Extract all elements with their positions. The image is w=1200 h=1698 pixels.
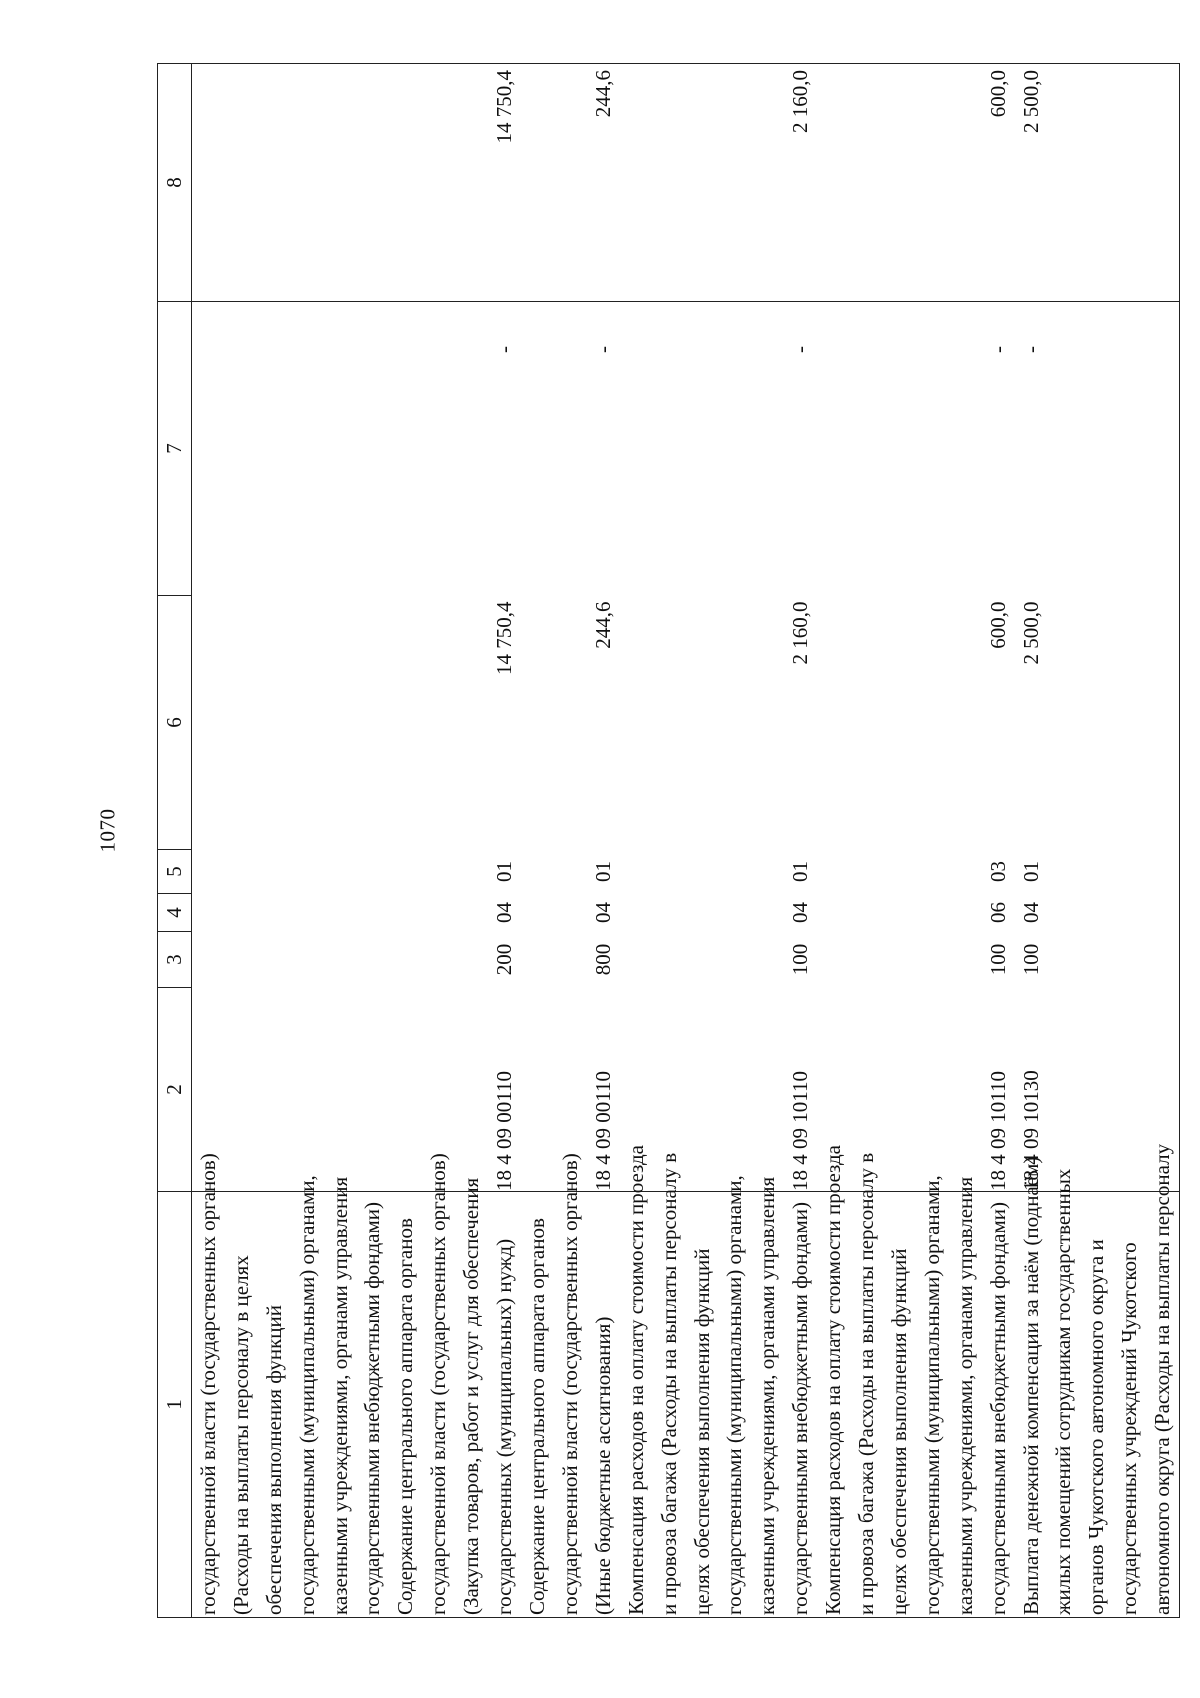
row-col8: 600,0 — [817, 64, 1014, 302]
table-row — [1015, 64, 1180, 1618]
description-line: государственной власти (государственных органов) — [195, 1153, 220, 1615]
description-line: государственными (муниципальными) органами, — [294, 1175, 319, 1615]
row-vr — [191, 932, 389, 988]
header-col-1: 1 — [158, 1192, 192, 1618]
description-line: Содержание центрального аппарата органов — [393, 1218, 418, 1615]
row-col7: - — [1015, 302, 1180, 596]
row-description — [389, 1153, 521, 1618]
description-line: (Закупка товаров, работ и услуг для обеспечения — [459, 1177, 484, 1615]
row-vr: 100 — [985, 943, 1010, 976]
row-rz: 04 — [788, 902, 813, 923]
header-col-4: 4 — [158, 894, 192, 932]
row-col8: 2 500,0 — [1015, 64, 1180, 302]
description-line: государственной власти (государственных органов) — [557, 1153, 582, 1615]
budget-table — [157, 63, 1180, 1618]
table-row — [620, 64, 817, 1618]
description-line: (Расходы на выплаты персоналу в целях — [228, 1255, 253, 1615]
row-pr: 01 — [1015, 850, 1180, 894]
row-description — [191, 1153, 389, 1618]
description-line: и провоза багажа (Расходы на выплаты персоналу в — [656, 1152, 681, 1615]
row-col8: 14 750,4 — [389, 64, 521, 302]
rotated-table-container — [157, 64, 1182, 1618]
header-col-7: 7 — [158, 302, 192, 596]
description-line: казенными учреждениями, органами управления — [952, 1176, 977, 1615]
description-line: Компенсация расходов на оплату стоимости проезда — [821, 1145, 846, 1615]
row-rz: 04 — [492, 902, 517, 923]
description-line: казенными учреждениями, органами управления — [755, 1176, 780, 1615]
description-line: Компенсация расходов на оплату стоимости проезда — [623, 1145, 648, 1615]
description-line: Содержание центрального аппарата органов — [524, 1218, 549, 1615]
description-line: государственными внебюджетными фондами) — [360, 1201, 385, 1615]
row-col7 — [191, 302, 389, 596]
description-line: казенными учреждениями, органами управления — [327, 1176, 352, 1615]
row-description — [817, 1145, 1014, 1618]
row-code: 18 4 09 00110 — [590, 1071, 615, 1191]
header-col-3: 3 — [158, 932, 192, 988]
row-code: 18 4 09 00110 — [492, 1071, 517, 1191]
table-row — [191, 64, 389, 1618]
description-line: государственными внебюджетными фондами) — [788, 1201, 813, 1615]
row-pr — [191, 850, 389, 894]
row-code: 18 4 09 10130 — [1015, 988, 1180, 1192]
row-rz — [191, 894, 389, 932]
row-col8 — [191, 64, 389, 302]
description-line: органов Чукотского автономного округа и — [1084, 1239, 1109, 1615]
row-description — [620, 1145, 817, 1618]
description-line: государственной власти (государственных органов) — [426, 1153, 451, 1615]
page-number: 1070 — [95, 808, 120, 853]
row-col6 — [191, 596, 389, 850]
table-header — [158, 64, 192, 1618]
row-col8: 244,6 — [521, 64, 620, 302]
row-col6: 600,0 — [985, 601, 1010, 649]
description-line: автономного округа (Расходы на выплаты персоналу — [1150, 1143, 1175, 1615]
description-line: государственных (муниципальных) нужд) — [492, 1238, 517, 1615]
row-col6: 14 750,4 — [492, 601, 517, 675]
row-col8: 2 160,0 — [620, 64, 817, 302]
row-col7: - — [985, 346, 1010, 353]
row-vr: 800 — [590, 943, 615, 976]
description-line: государственными (муниципальными) органами, — [919, 1175, 944, 1615]
header-col-5: 5 — [158, 850, 192, 894]
description-line: обеспечения выполнения функций — [261, 1304, 286, 1615]
row-vr: 200 — [492, 943, 517, 976]
description-line: (Иные бюджетные ассигнования) — [590, 1316, 615, 1615]
description-line: жилых помещений сотрудникам государственных — [1051, 1168, 1076, 1615]
row-pr: 01 — [590, 861, 615, 882]
row-rz: 04 — [590, 902, 615, 923]
header-row — [158, 64, 192, 1618]
row-pr: 01 — [492, 861, 517, 882]
row-col6: 244,6 — [590, 601, 615, 649]
row-col7: - — [590, 346, 615, 353]
header-col-8: 8 — [158, 64, 192, 302]
table-row — [817, 64, 1014, 1618]
table-row — [521, 64, 620, 1618]
header-col-6: 6 — [158, 596, 192, 850]
row-col7: - — [788, 346, 813, 353]
row-code: 18 4 09 10110 — [788, 1071, 813, 1191]
row-description — [1015, 1143, 1180, 1618]
description-line: Выплата денежной компенсации за наём (поднаём) — [1018, 1156, 1043, 1615]
description-line: целях обеспечения выполнения функций — [886, 1248, 911, 1615]
row-rz: 06 — [985, 902, 1010, 923]
row-description — [521, 1153, 620, 1618]
row-code — [191, 988, 389, 1192]
table-row — [389, 64, 521, 1618]
row-col7: - — [492, 346, 517, 353]
row-pr: 03 — [985, 861, 1010, 882]
table-body — [191, 64, 1179, 1618]
description-line: государственными (муниципальными) органами, — [722, 1175, 747, 1615]
row-col6: 2 160,0 — [788, 601, 813, 665]
row-rz: 04 — [1015, 894, 1180, 932]
row-code: 18 4 09 10110 — [985, 1071, 1010, 1191]
description-line: и провоза багажа (Расходы на выплаты персоналу в — [854, 1152, 879, 1615]
description-line: целях обеспечения выполнения функций — [689, 1248, 714, 1615]
row-pr: 01 — [788, 861, 813, 882]
header-col-2: 2 — [158, 988, 192, 1192]
row-vr: 100 — [1015, 932, 1180, 988]
row-col6: 2 500,0 — [1015, 596, 1180, 850]
description-line: государственных учреждений Чукотского — [1117, 1242, 1142, 1615]
description-line: государственными внебюджетными фондами) — [985, 1201, 1010, 1615]
row-vr: 100 — [788, 943, 813, 976]
